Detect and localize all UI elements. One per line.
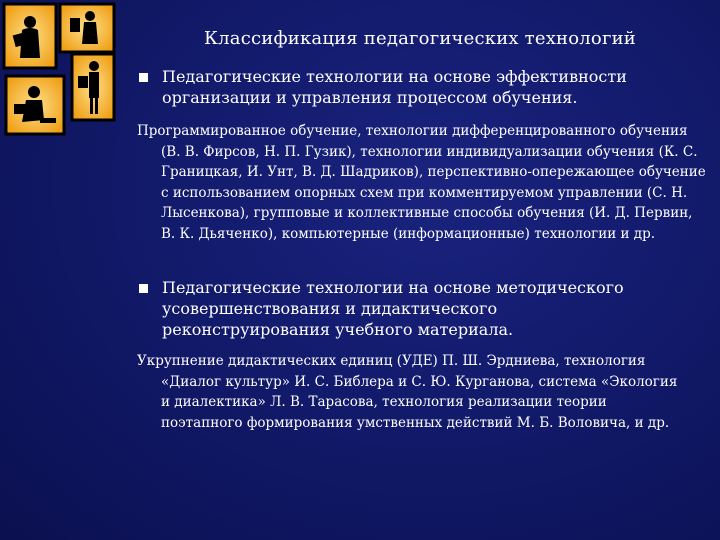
section-1-heading: Педагогические технологии на основе эффективности организации и управления процессом обучения. (162, 67, 627, 107)
square-bullet-icon (139, 284, 148, 293)
section-1-body: Программированное обучение, технологии дифференцированного обучения (В. В. Фирсов, Н. П. Гузик), технологии индивидуализации обучения (К. С. Границкая, И. Унт, В. Д. Шадриков), перспективно-опережающее обучение с использованием опорных схем при комментируемом управлении (С. Н. Лысенкова), групповые и коллективные способы обучения (И. Д. Первин, В. К. Дьяченко), компьютерные (информационные) технологии и др. (137, 123, 706, 242)
reading-figures-illustration (0, 0, 118, 138)
section-2-body: Укрупнение дидактических единиц (УДЕ) П. Ш. Эрдниева, технология «Диалог культур» И. С. Библера и С. Ю. Курганова, система «Экология и диалектика» Л. В. Тарасова, технология реализации теории поэтапного формирования умственных действий М. Б. Воловича, и др. (137, 353, 678, 431)
slide-title: Классификация педагогических технологий (204, 28, 636, 49)
square-bullet-icon (139, 73, 148, 82)
section-2-heading: Педагогические технологии на основе методического усовершенствования и дидактического реконструирования учебного материала. (162, 278, 624, 339)
